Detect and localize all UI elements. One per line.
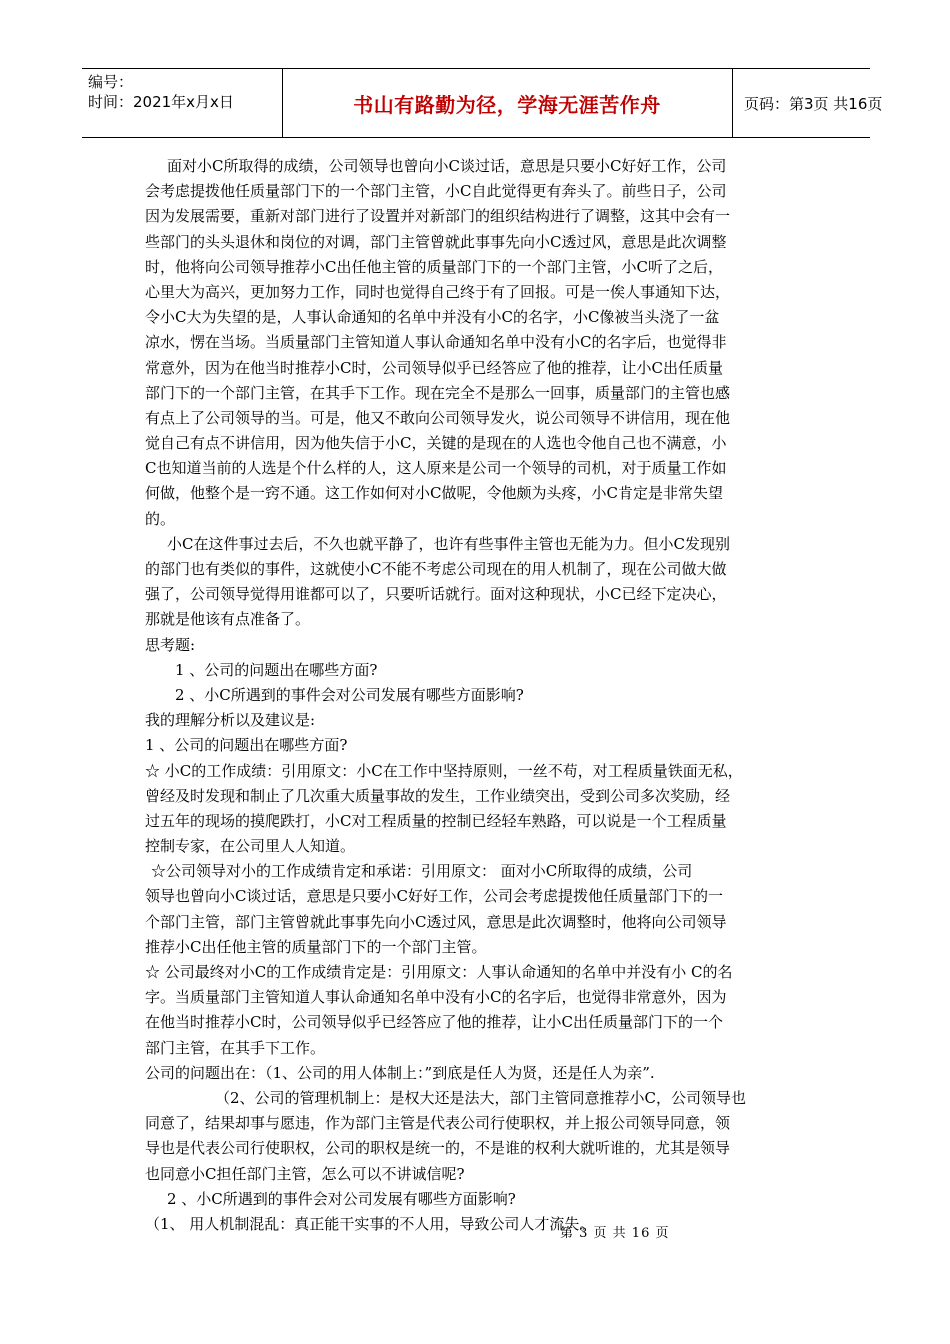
question-item: 1 、公司的问题出在哪些方面? bbox=[175, 660, 378, 679]
text-line: 1 、公司的问题出在哪些方面? bbox=[145, 736, 348, 755]
text-line: 觉自己有点不讲信用，因为他失信于小C，关键的是现在的人选也令他自己也不满意，小 bbox=[145, 434, 727, 453]
text-line: 时，他将向公司领导推荐小C出任他主管的质量部门下的一个部门主管，小C听了之后， bbox=[145, 257, 723, 276]
text-line: 的部门也有类似的事件，这就使小C不能不考虑公司现在的用人机制了，现在公司做大做 bbox=[145, 560, 727, 578]
text-line: 会考虑提拨他任质量部门下的一个部门主管，小C自此觉得更有奔头了。前些日子，公司 bbox=[145, 182, 727, 201]
text-line: 导也是代表公司行使职权，公司的职权是统一的，不是谁的权利大就听谁的，尤其是领导 bbox=[145, 1139, 731, 1158]
text-line: 思考题: bbox=[145, 635, 196, 654]
text-line: 领导也曾向小C谈过话，意思是只要小C好好工作，公司会考虑提拨他任质量部门下的一 bbox=[145, 887, 723, 906]
time-label: 时间：2021年x月x日 bbox=[88, 93, 234, 111]
text-line: 部门下的一个部门主管，在其手下工作。现在完全不是那么一回事，质量部门的主管也感 bbox=[145, 383, 731, 402]
code-label: 编号： bbox=[88, 73, 134, 91]
text-line: 何做，他整个是一窍不通。这工作如何对小C做呢，令他颇为头疼，小C肯定是非常失望 bbox=[145, 484, 723, 503]
text-line: ☆公司领导对小的工作成绩肯定和承诺：引用原文： 面对小C所取得的成绩，公司 bbox=[151, 862, 693, 881]
page-footer: 第 3 页 共 16 页 bbox=[560, 1226, 670, 1241]
text-line: 心里大为高兴，更加努力工作，同时也觉得自己终于有了回报。可是一俟人事通知下达， bbox=[145, 282, 731, 301]
question-item: 2 、小C所遇到的事件会对公司发展有哪些方面影响? bbox=[175, 685, 524, 704]
text-line: 凉水，愣在当场。当质量部门主管知道人事认命通知名单中没有小C的名字后，也觉得非 bbox=[145, 333, 727, 352]
text-line: 公司的问题出在：（1、公司的用人体制上：”到底是任人为贤，还是任人为亲”. bbox=[145, 1063, 655, 1082]
text-line: 同意了，结果却事与愿违，作为部门主管是代表公司行使职权，并上报公司领导同意，领 bbox=[145, 1114, 731, 1133]
text-line: 过五年的现场的摸爬跌打，小C对工程质量的控制已经轻车熟路，可以说是一个工程质量 bbox=[145, 811, 727, 830]
header-right-cell bbox=[732, 69, 883, 137]
header-left-cell bbox=[82, 69, 283, 137]
text-line: 些部门的头头退休和岗位的对调，部门主管曾就此事事先向小C透过风，意思是此次调整 bbox=[145, 232, 727, 251]
text-line: 我的理解分析以及建议是: bbox=[145, 711, 316, 730]
text-line: （2、公司的管理机制上：是权大还是法大，部门主管同意推荐小C，公司领导也 bbox=[215, 1088, 747, 1107]
text-line: 有点上了公司领导的当。可是，他又不敢向公司领导发火，说公司领导不讲信用，现在他 bbox=[145, 408, 731, 427]
text-line: 常意外，因为在他当时推荐小C时，公司领导似乎已经答应了他的推荐，让小C出任质量 bbox=[145, 358, 723, 377]
page-label: 页码：第3页 共16页 bbox=[744, 95, 883, 113]
text-line: 也同意小C担任部门主管，怎么可以不讲诚信呢? bbox=[145, 1164, 465, 1183]
text-line: 那就是他该有点准备了。 bbox=[145, 610, 311, 629]
text-line: 因为发展需要，重新对部门进行了设置并对新部门的组织结构进行了调整，这其中会有一 bbox=[145, 207, 731, 226]
text-line: 字。当质量部门主管知道人事认命通知名单中没有小C的名字后，也觉得非常意外，因为 bbox=[145, 988, 727, 1007]
header-center-cell bbox=[282, 69, 733, 137]
text-line: 部门主管，在其手下工作。 bbox=[145, 1038, 326, 1057]
text-line: 令小C大为失望的是，人事认命通知的名单中并没有小C的名字，小C像被当头浇了一盆 bbox=[145, 308, 720, 327]
text-line: 曾经及时发现和制止了几次重大质量事故的发生，工作业绩突出，受到公司多次奖励，经 bbox=[145, 786, 731, 805]
text-line: C也知道当前的人选是个什么样的人，这人原来是公司一个领导的司机，对于质量工作如 bbox=[145, 459, 727, 478]
document-body bbox=[145, 154, 807, 1237]
text-line: 小C在这件事过去后，不久也就平静了，也许有些事件主管也无能为力。但小C发现别 bbox=[167, 534, 730, 553]
header-table bbox=[82, 68, 883, 138]
text-line: 控制专家，在公司里人人知道。 bbox=[145, 837, 356, 856]
text-line: 的。 bbox=[145, 509, 176, 528]
text-line: 个部门主管，部门主管曾就此事事先向小C透过风，意思是此次调整时，他将向公司领导 bbox=[145, 912, 727, 931]
text-line: ☆ 公司最终对小C的工作成绩肯定是：引用原文：人事认命通知的名单中并没有小 C的名 bbox=[145, 963, 733, 981]
text-line: 2 、小C所遇到的事件会对公司发展有哪些方面影响? bbox=[167, 1189, 516, 1208]
text-line: 推荐小C出任他主管的质量部门下的一个部门主管。 bbox=[145, 937, 487, 956]
text-line: 强了，公司领导觉得用谁都可以了，只要听话就行。面对这种现状，小C已经下定决心， bbox=[145, 585, 727, 604]
text-line: ☆ 小C的工作成绩：引用原文：小C在工作中坚持原则，一丝不苟，对工程质量铁面无私， bbox=[145, 761, 743, 780]
motto: 书山有路勤为径，学海无涯苦作舟 bbox=[353, 93, 661, 117]
text-line: （1、 用人机制混乱：真正能干实事的不人用，导致公司人才流失。 bbox=[145, 1214, 595, 1233]
text-line: 面对小C所取得的成绩，公司领导也曾向小C谈过话，意思是只要小C好好工作，公司 bbox=[167, 157, 727, 175]
text-line: 在他当时推荐小C时，公司领导似乎已经答应了他的推荐，让小C出任质量部门下的一个 bbox=[145, 1013, 723, 1032]
